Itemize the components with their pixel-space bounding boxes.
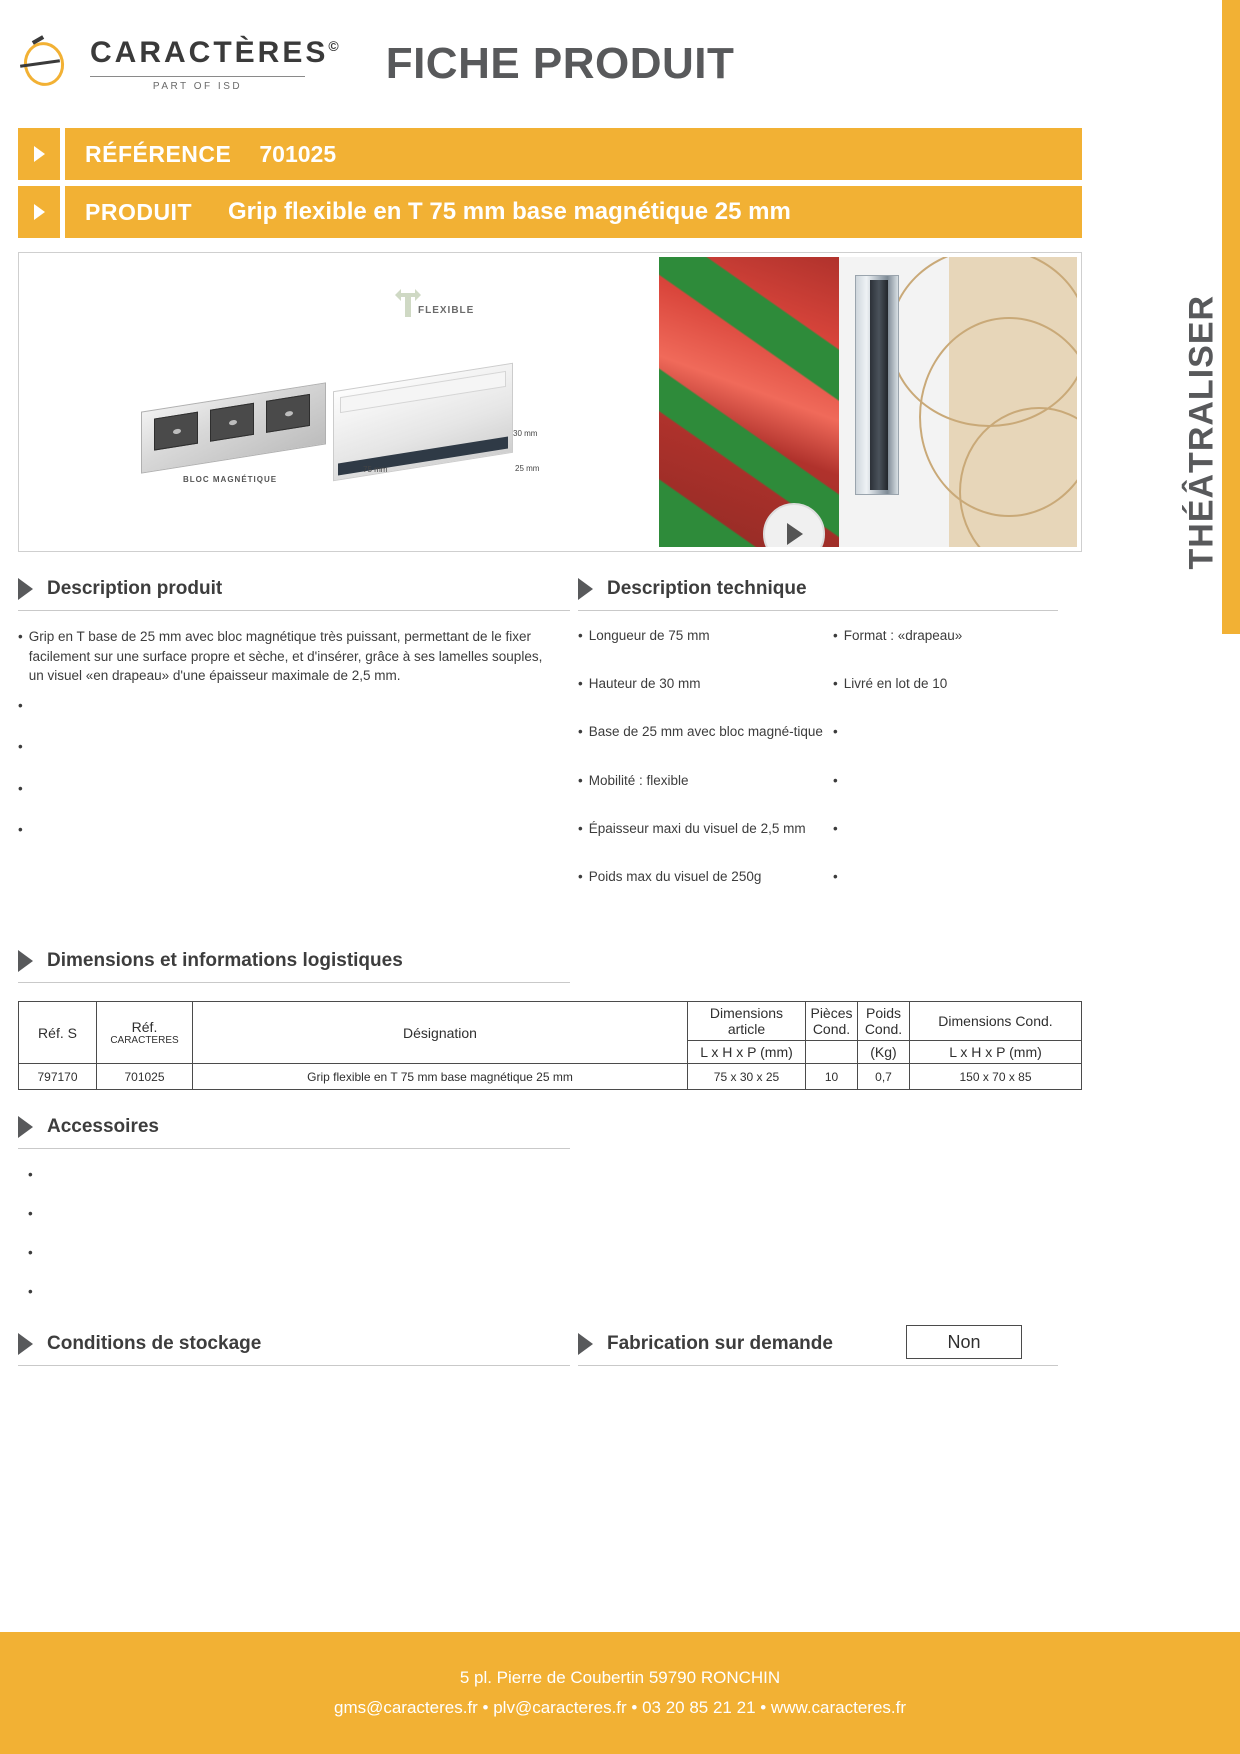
th-poids-cond: [858, 1002, 910, 1041]
description-produit-list: [18, 627, 554, 840]
reference-bands: [0, 128, 1100, 238]
th-designation: Désignation: [193, 1002, 688, 1064]
th-ref-caracteres-line1: Réf.: [131, 1019, 158, 1036]
description-technique-column: [578, 578, 1082, 916]
th-dimensions-article: [688, 1002, 806, 1041]
logistics-table-wrap: [0, 1001, 1100, 1090]
accessoires-section: [0, 1116, 1100, 1299]
stockage-section: [18, 1333, 578, 1366]
footer-address: 5 pl. Pierre de Coubertin 59790 RONCHIN: [459, 1668, 781, 1687]
list-item: •: [28, 1245, 33, 1261]
list-item: •: [28, 1206, 33, 1222]
accessoires-title: Accessoires: [47, 1116, 159, 1138]
magnetic-block-illustration: [141, 382, 326, 473]
th-pieces-cond: [806, 1002, 858, 1041]
reference-row: [18, 128, 1082, 180]
dimensions-section-heading: [0, 950, 1100, 983]
dimension-length-label: 75 mm: [363, 465, 388, 474]
reference-label: RÉFÉRENCE: [85, 140, 232, 167]
brand-copyright: ©: [328, 38, 342, 54]
th-dim-article-line1: Dimensions: [709, 1005, 784, 1022]
brand-name: [90, 36, 342, 70]
product-row: [18, 186, 1082, 238]
th-ref-caracteres: [97, 1002, 193, 1064]
stockage-divider: [18, 1365, 570, 1366]
th-poids-units: (Kg): [858, 1041, 910, 1064]
reference-value: 701025: [259, 140, 337, 167]
description-produit-item: •: [18, 697, 23, 713]
tech-item-left: Longueur de 75 mm: [588, 628, 710, 643]
brand-name-text: CARACTÈRES: [90, 36, 329, 69]
side-tab-accent: [1222, 14, 1240, 634]
cell-dim-article: 75 x 30 x 25: [688, 1064, 806, 1090]
tech-item-left: Épaisseur maxi du visuel de 2,5 mm: [588, 820, 806, 836]
product-arrow-icon: [18, 186, 60, 238]
description-technique-title: Description technique: [607, 578, 807, 599]
list-item: •: [28, 1284, 33, 1300]
magnetic-block-label: BLOC MAGNÉTIQUE: [183, 475, 278, 484]
descriptions-section: [0, 578, 1100, 916]
th-pieces-units: [806, 1041, 858, 1064]
dimensions-title: Dimensions et informations logistiques: [47, 950, 403, 972]
product-label: PRODUIT: [85, 198, 192, 225]
description-technique-divider: [578, 610, 1058, 611]
description-produit-divider: [18, 610, 570, 611]
grip-photo-detail: [855, 275, 899, 495]
description-produit-arrow-icon: [18, 578, 33, 600]
description-technique-list: [578, 627, 1082, 886]
dimensions-divider: [18, 982, 570, 983]
dimension-base-label: 25 mm: [515, 464, 540, 473]
dimensions-arrow-icon: [18, 950, 33, 972]
description-technique-row: • Longueur de 75 mm • Format : «drapeau»: [578, 627, 1082, 645]
side-tab-text-wrap: [1152, 260, 1221, 760]
description-produit-item: • Grip en T base de 25 mm avec bloc magnétique très puissant, permettant de le fixer facilement sur une surface propre et sèche, et d'insérer, grâce à ses lamelles souples, un visuel «en drapeau» d'une épaisseur maximale de 2,5 mm.: [18, 627, 554, 686]
bottom-sections: [0, 1333, 1100, 1366]
description-produit-title: Description produit: [47, 578, 223, 599]
tech-item-right: Format : «drapeau»: [843, 628, 963, 643]
th-pieces-line2: Cond.: [812, 1021, 851, 1038]
brand-divider: [90, 76, 305, 77]
tech-item-right: Livré en lot de 10: [843, 676, 948, 692]
side-tab-accent-top: [1222, 0, 1240, 14]
fabrication-value-box: [906, 1325, 1022, 1359]
logistics-table: [18, 1001, 1082, 1090]
product-image-panel: [18, 252, 1082, 552]
th-dim-article-line2: article: [727, 1021, 766, 1038]
tech-item-left: Hauteur de 30 mm: [588, 676, 701, 692]
description-produit-item-text: Grip en T base de 25 mm avec bloc magnétique très puissant, permettant de le fixer facilement sur une surface propre et sèche, et d'insérer, grâce à ses lamelles souples, un visuel «en drapeau» d'une épaisseur maximale de 2,5 mm.: [28, 629, 543, 684]
page-title: FICHE PRODUIT: [385, 39, 735, 88]
th-dim-cond-units: L x H x P (mm): [910, 1041, 1082, 1064]
product-photo: [659, 257, 1077, 547]
description-produit-item: •: [18, 822, 23, 838]
th-dim-article-units: L x H x P (mm): [688, 1041, 806, 1064]
accessoires-arrow-icon: [18, 1116, 33, 1138]
brand-block: [90, 36, 342, 92]
fabrication-title: Fabrication sur demande: [607, 1333, 833, 1355]
th-poids-line2: Cond.: [864, 1021, 903, 1038]
description-produit-item: •: [18, 780, 23, 796]
t-grip-illustration: [333, 363, 513, 482]
th-dimensions-cond: Dimensions Cond.: [910, 1002, 1082, 1041]
accessoires-divider: [18, 1148, 570, 1149]
page-header: [0, 0, 1100, 128]
cell-ref-caracteres: 701025: [97, 1064, 193, 1090]
brand-subtitle: PART OF ISD: [152, 81, 243, 92]
th-poids-line1: Poids: [865, 1005, 902, 1022]
description-produit-column: [18, 578, 578, 916]
side-tab-label: THÉÂTRALISER: [1182, 294, 1221, 570]
caracteres-logo-icon: [18, 34, 72, 94]
description-technique-row: • Hauteur de 30 mm • Livré en lot de 10: [578, 675, 1082, 693]
stockage-title: Conditions de stockage: [47, 1333, 262, 1355]
fabrication-divider: [578, 1365, 1058, 1366]
footer-contact: gms@caracteres.fr • plv@caracteres.fr • 03 20 85 21 21 • www.caracteres.fr: [333, 1698, 907, 1717]
description-technique-row: • Poids max du visuel de 250g •: [578, 868, 1082, 886]
product-value: Grip flexible en T 75 mm base magnétique 25 mm: [228, 198, 791, 225]
description-technique-row: • Mobilité : flexible •: [578, 772, 1082, 790]
fabrication-value: Non: [947, 1331, 981, 1352]
table-header-row: [19, 1002, 1082, 1041]
description-technique-row: • Base de 25 mm avec bloc magné-tique •: [578, 723, 1082, 741]
table-row: [19, 1064, 1082, 1090]
flexible-label: FLEXIBLE: [418, 305, 475, 316]
description-technique-row: • Épaisseur maxi du visuel de 2,5 mm •: [578, 820, 1082, 838]
dimension-height-label: 30 mm: [513, 429, 538, 438]
list-item: •: [28, 1167, 33, 1183]
tech-item-left: Poids max du visuel de 250g: [588, 869, 762, 885]
cell-dim-cond: 150 x 70 x 85: [910, 1064, 1082, 1090]
accessoires-list: [18, 1167, 1082, 1299]
fabrication-arrow-icon: [578, 1333, 593, 1355]
fabrication-section: [578, 1333, 1082, 1366]
th-ref-caracteres-line2: CARACTERES: [110, 1035, 179, 1047]
th-ref-s: Réf. S: [19, 1002, 97, 1064]
cell-poids-cond: 0,7: [858, 1064, 910, 1090]
side-tab: [1152, 0, 1240, 1754]
cell-designation: Grip flexible en T 75 mm base magnétique 25 mm: [193, 1064, 688, 1090]
description-technique-arrow-icon: [578, 578, 593, 600]
stockage-arrow-icon: [18, 1333, 33, 1355]
th-pieces-line1: Pièces: [810, 1005, 853, 1022]
cell-pieces-cond: 10: [806, 1064, 858, 1090]
cell-ref-s: 797170: [19, 1064, 97, 1090]
description-produit-item: •: [18, 739, 23, 755]
product-diagram: [23, 257, 659, 547]
reference-arrow-icon: [18, 128, 60, 180]
tech-item-left: Base de 25 mm avec bloc magné-tique: [588, 724, 823, 740]
page-footer: [0, 1632, 1240, 1754]
tech-item-left: Mobilité : flexible: [588, 772, 689, 788]
